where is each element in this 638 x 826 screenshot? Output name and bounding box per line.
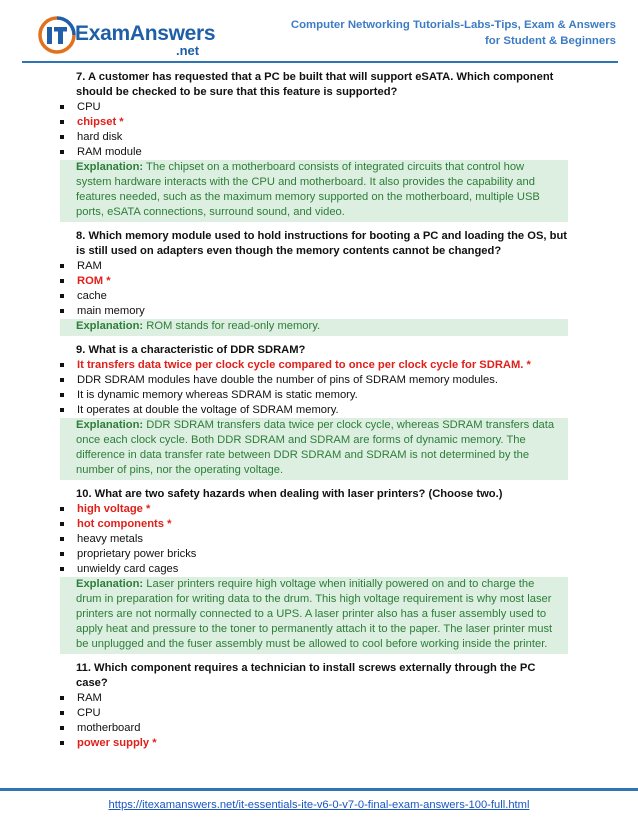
bullet-icon [60, 150, 64, 154]
site-tagline [291, 17, 616, 49]
answer-option [60, 130, 568, 145]
explanation-label: Explanation: [76, 419, 144, 431]
question-block [60, 343, 568, 480]
explanation-label: Explanation: [76, 161, 144, 173]
bullet-icon [60, 726, 64, 730]
answer-text: DDR SDRAM modules have double the number of pins of SDRAM memory modules. [77, 374, 498, 386]
answer-option [60, 145, 568, 160]
answer-option-correct [60, 274, 568, 289]
explanation-label: Explanation: [76, 578, 144, 590]
answer-option [60, 721, 568, 736]
explanation-text: The chipset on a motherboard consists of integrated circuits that control how system hardware interacts with the CPU and motherboard. It also provides the capability and features needed, such as the maximum memory supported on the motherboard, multiple USB ports, eSATA connections, surround sound, and video. [76, 161, 540, 218]
header-divider [22, 61, 618, 63]
answer-option [60, 562, 568, 577]
bullet-icon [60, 711, 64, 715]
answer-option [60, 532, 568, 547]
answer-text: RAM [77, 692, 102, 704]
answer-text: It is dynamic memory whereas SDRAM is static memory. [77, 389, 358, 401]
exam-content [60, 66, 568, 758]
explanation-box [60, 577, 568, 654]
answer-text: motherboard [77, 722, 141, 734]
answer-list [60, 100, 568, 160]
bullet-icon [60, 696, 64, 700]
answer-option-correct [60, 517, 568, 532]
answer-option [60, 259, 568, 274]
answer-text: It transfers data twice per clock cycle compared to once per clock cycle for SDRAM. * [77, 359, 531, 371]
answer-text: ROM * [77, 275, 111, 287]
question-text: 8. Which memory module used to hold instructions for booting a PC and loading the OS, but is still used on adapters even though the memory contents cannot be changed? [76, 230, 568, 257]
answer-list [60, 259, 568, 319]
answer-option [60, 547, 568, 562]
answer-text: CPU [77, 707, 101, 719]
bullet-icon [60, 507, 64, 511]
bullet-icon [60, 135, 64, 139]
answer-text: CPU [77, 101, 101, 113]
answer-option [60, 388, 568, 403]
answer-text: cache [77, 290, 107, 302]
question-block [60, 661, 568, 751]
bullet-icon [60, 105, 64, 109]
answer-option-correct [60, 358, 568, 373]
question-block [60, 229, 568, 336]
logo-text: ExamAnswers [75, 22, 216, 45]
bullet-icon [60, 393, 64, 397]
bullet-icon [60, 552, 64, 556]
answer-option [60, 403, 568, 418]
explanation-text: DDR SDRAM transfers data twice per clock cycle, whereas SDRAM transfers data once each clock cycle. Both DDR SDRAM and SDRAM are forms of dynamic memory. The difference in data transfer rate between DDR SDRAM and SDRAM is not determined by the number of pins, nor the operating voltage. [76, 419, 555, 476]
bullet-icon [60, 294, 64, 298]
answer-option [60, 100, 568, 115]
source-url-link[interactable]: https://itexamanswers.net/it-essentials-ite-v6-0-v7-0-final-exam-answers-100-full.html [108, 799, 530, 811]
question-text: 11. Which component requires a technician to install screws externally through the PC case? [76, 662, 536, 689]
answer-text: RAM [77, 260, 102, 272]
question-text: 7. A customer has requested that a PC be built that will support eSATA. Which component should be checked to be sure that this feature is supported? [76, 71, 554, 98]
explanation-box [60, 418, 568, 480]
answer-text: hard disk [77, 131, 123, 143]
bullet-icon [60, 363, 64, 367]
explanation-box [60, 319, 568, 336]
footer-divider [0, 788, 638, 791]
answer-text: unwieldy card cages [77, 563, 179, 575]
bullet-icon [60, 264, 64, 268]
explanation-text: Laser printers require high voltage when initially powered on and to charge the drum in preparation for writing data to the drum. This high voltage requirement is why most laser printers are not normally connected to a UPS. A laser printer also has a fuser assembly used to apply heat and pressure to the toner to permanently attach it to the paper. The laser printer must be unplugged and the fuser assembly must be allowed to cool before working inside the printer. [76, 578, 553, 650]
bullet-icon [60, 522, 64, 526]
answer-option-correct [60, 115, 568, 130]
answer-list [60, 502, 568, 577]
explanation-text: ROM stands for read-only memory. [146, 320, 321, 332]
answer-option [60, 304, 568, 319]
bullet-icon [60, 408, 64, 412]
answer-option [60, 373, 568, 388]
bullet-icon [60, 120, 64, 124]
answer-text: hot components * [77, 518, 172, 530]
answer-text: main memory [77, 305, 145, 317]
logo-suffix: .net [176, 43, 200, 58]
question-text: 10. What are two safety hazards when dealing with laser printers? (Choose two.) [76, 488, 503, 500]
answer-text: It operates at double the voltage of SDRAM memory. [77, 404, 339, 416]
question-text: 9. What is a characteristic of DDR SDRAM? [76, 344, 306, 356]
bullet-icon [60, 378, 64, 382]
tagline-line-1: Computer Networking Tutorials-Labs-Tips, Exam & Answers [290, 19, 616, 31]
answer-text: RAM module [77, 146, 142, 158]
explanation-box [60, 160, 568, 222]
answer-text: high voltage * [77, 503, 151, 515]
question-block [60, 487, 568, 654]
bullet-icon [60, 309, 64, 313]
answer-text: heavy metals [77, 533, 143, 545]
bullet-icon [60, 537, 64, 541]
answer-option [60, 289, 568, 304]
explanation-label: Explanation: [76, 320, 144, 332]
tagline-line-2: for Student & Beginners [485, 35, 616, 47]
answer-text: proprietary power bricks [77, 548, 197, 560]
bullet-icon [60, 279, 64, 283]
answer-option [60, 706, 568, 721]
site-logo[interactable] [38, 10, 218, 58]
answer-list [60, 691, 568, 751]
answer-option [60, 691, 568, 706]
answer-text: chipset * [77, 116, 124, 128]
bullet-icon [60, 567, 64, 571]
bullet-icon [60, 741, 64, 745]
answer-text: power supply * [77, 737, 157, 749]
page-header [0, 0, 638, 66]
answer-list [60, 358, 568, 418]
answer-option-correct [60, 502, 568, 517]
question-block [60, 70, 568, 222]
logo-mark-icon [38, 16, 76, 54]
answer-option-correct [60, 736, 568, 751]
